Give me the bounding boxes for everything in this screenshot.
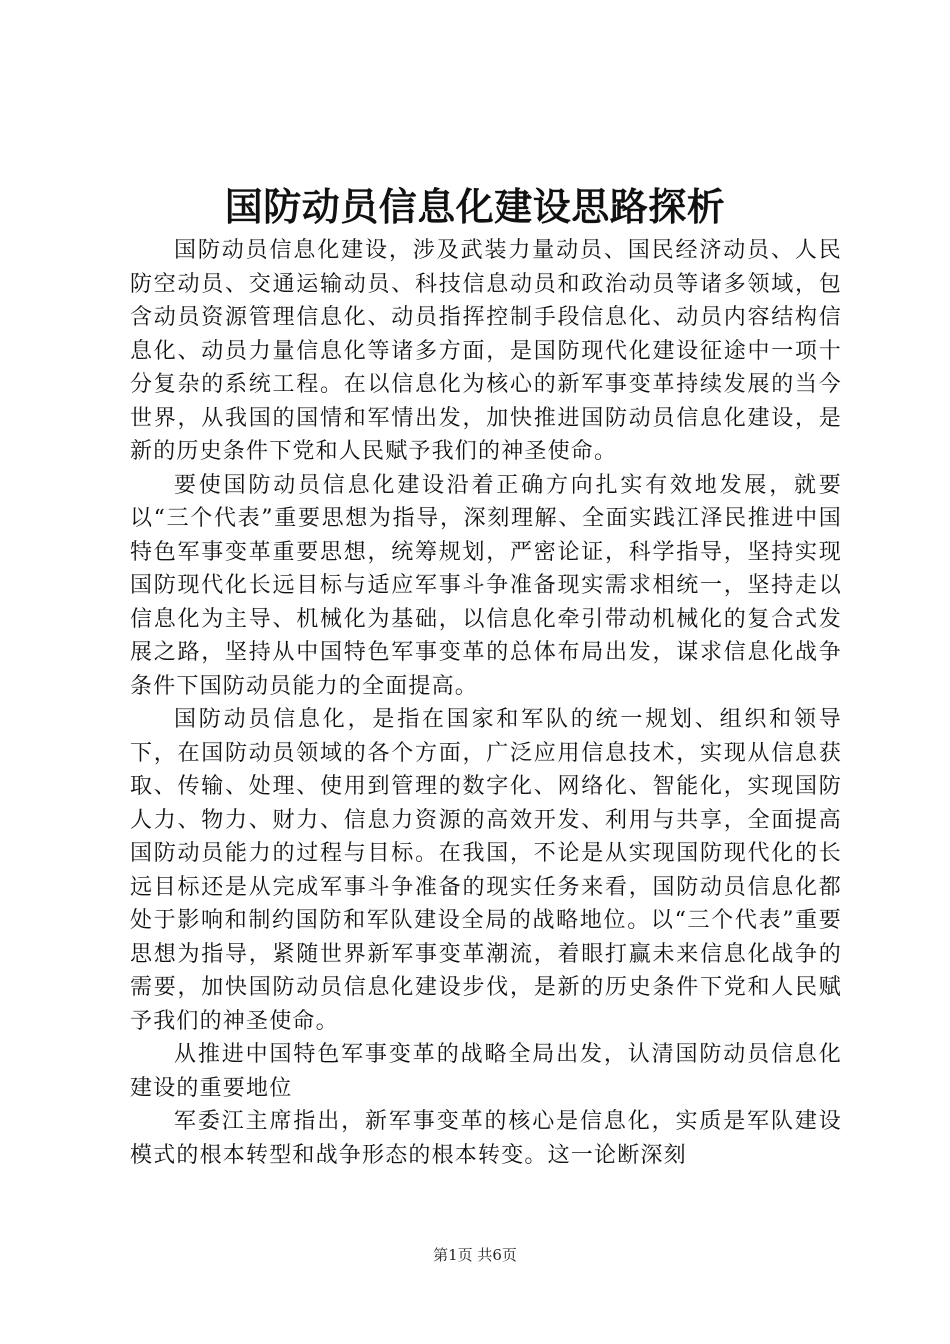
page-number-footer: 第1页 共6页 bbox=[433, 1246, 517, 1264]
paragraph-definition: 国防动员信息化，是指在国家和军队的统一规划、组织和领导下，在国防动员领域的各个方面，广泛应用信息技术，实现从信息获取、传输、处理、使用到管理的数字化、网络化、智能化，实现国防人力、物力、财力、信息力资源的高效开发、利用与共享，全面提高国防动员能力的过程与目标。在我国，不论是从实现国防现代化的长远目标还是从完成军事斗争准备的现实任务来看，国防动员信息化都处于影响和制约国防和军队建设全局的战略地位。以“三个代表”重要思想为指导，紧随世界新军事变革潮流，着眼打赢未来信息化战争的需要，加快国防动员信息化建设步伐，是新的历史条件下党和人民赋予我们的神圣使命。 bbox=[130, 707, 842, 1034]
paragraph-intro: 国防动员信息化建设，涉及武装力量动员、国民经济动员、人民防空动员、交通运输动员、科技信息动员和政治动员等诸多领域，包含动员资源管理信息化、动员指挥控制手段信息化、动员内容结构信息化、动员力量信息化等诸多方面，是国防现代化建设征途中一项十分复杂的系统工程。在以信息化为核心的新军事变革持续发展的当今世界，从我国的国情和军情出发，加快推进国防动员信息化建设，是新的历史条件下党和人民赋予我们的神圣使命。 bbox=[130, 238, 842, 464]
document-title: 国防动员信息化建设思路探析 bbox=[224, 184, 726, 229]
paragraph-guidance: 要使国防动员信息化建设沿着正确方向扎实有效地发展，就要以“三个代表”重要思想为指导，深刻理解、全面实践江泽民推进中国特色军事变革重要思想，统筹规划，严密论证，科学指导，坚持实现国防现代化长远目标与适应军事斗争准备现实需求相统一，坚持走以信息化为主导、机械化为基础，以信息化牵引带动机械化的复合式发展之路，坚持从中国特色军事变革的总体布局出发，谋求信息化战争条件下国防动员能力的全面提高。 bbox=[130, 472, 842, 699]
section-heading-strategic-position: 从推进中国特色军事变革的战略全局出发，认清国防动员信息化建设的重要地位 bbox=[130, 1042, 842, 1101]
paragraph-military-reform: 军委江主席指出，新军事变革的核心是信息化，实质是军队建设模式的根本转型和战争形态的根本转变。这一论断深刻 bbox=[130, 1109, 842, 1168]
document-body bbox=[130, 234, 842, 1194]
